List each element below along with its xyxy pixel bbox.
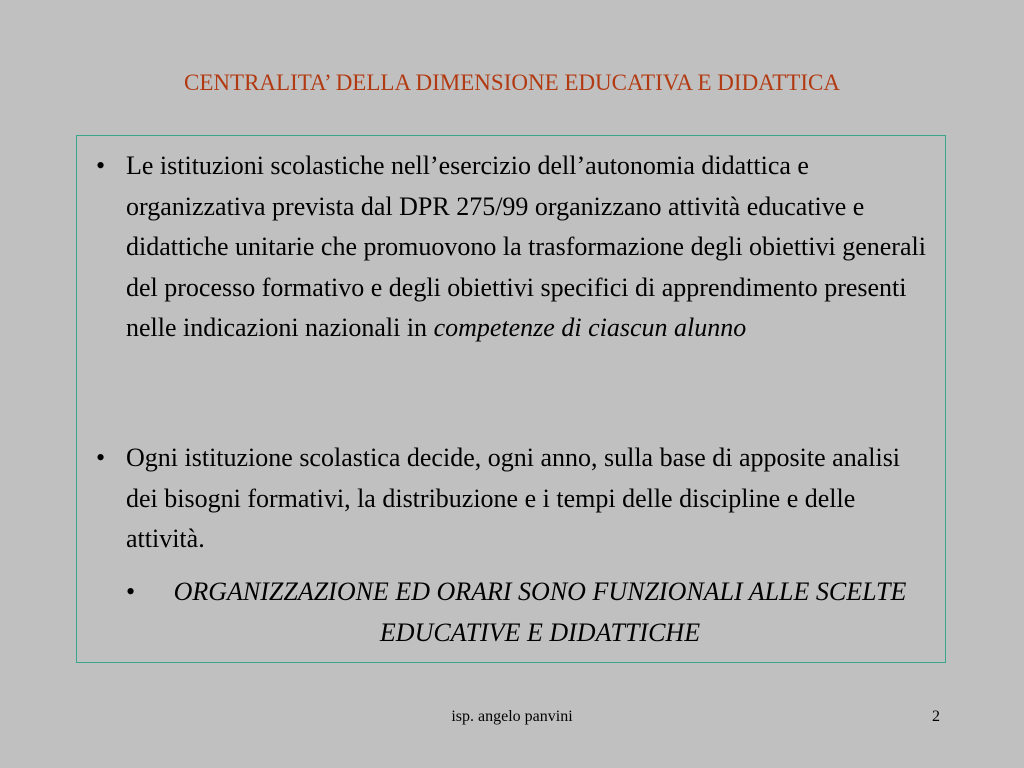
bullet-text: Le istituzioni scolastiche nell’esercizio dell’autonomia didattica e organizzativa prevista dal DPR 275/99 organizzano attività educative e didattiche unitarie che promuovono la trasformazione degli obiettivi generali del processo formativo e degli obiettivi specifici di apprendimento presenti nelle indicazioni nazionali in — [126, 151, 926, 342]
bullet-item-3 — [126, 572, 920, 653]
bullet-text: ORGANIZZAZIONE ED ORARI SONO FUNZIONALI ALLE SCELTE EDUCATIVE E DIDATTICHE — [173, 577, 907, 647]
bullet-item-2 — [96, 438, 926, 560]
bullet-icon: • — [126, 577, 136, 606]
bullet-text: Ogni istituzione scolastica decide, ogni anno, sulla base di apposite analisi dei bisogni formativi, la distribuzione e i tempi delle discipline e delle attività. — [126, 443, 901, 553]
bullet-italic-text: competenze di ciascun alunno — [433, 313, 747, 342]
bullet-item-1 — [96, 146, 926, 349]
footer-author: isp. angelo panvini — [451, 708, 573, 725]
slide-title: CENTRALITA’ DELLA DIMENSIONE EDUCATIVA E DIDATTICA — [184, 70, 840, 95]
bullet-icon: • — [96, 151, 106, 180]
page-number: 2 — [932, 708, 940, 725]
bullet-icon: • — [96, 443, 106, 472]
